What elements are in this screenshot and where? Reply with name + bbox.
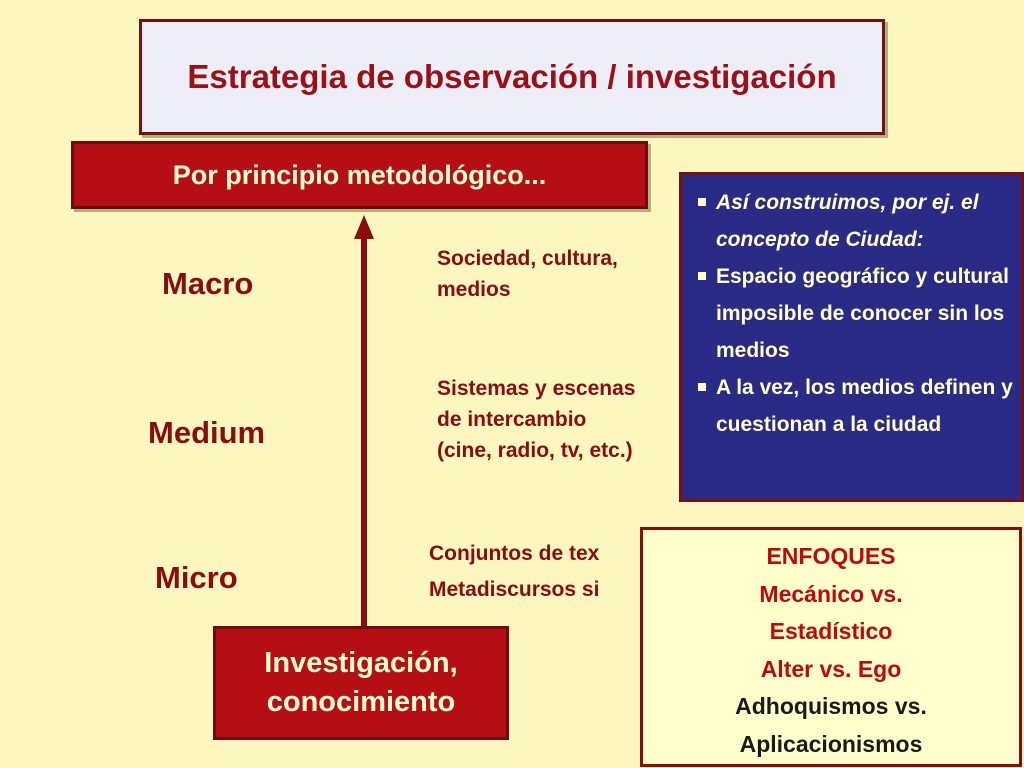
list-item-text: A la vez, los medios definen y cuestionan a la ciudad (716, 376, 1013, 436)
list-item-text: Espacio geográfico y cultural imposible de conocer sin los medios (716, 265, 1009, 362)
desc-medium-line: (cine, radio, tv, etc.) (437, 439, 633, 462)
focus-line: Estadístico (769, 618, 893, 644)
list-item (696, 369, 1013, 443)
city-concept-list (696, 184, 1013, 443)
principle-label: Por principio metodológico... (172, 159, 547, 190)
up-arrow-icon (345, 215, 385, 635)
level-medium: Medium (148, 415, 266, 450)
focus-line: Adhoquismos vs. (735, 693, 927, 719)
research-line: Investigación, (264, 647, 458, 679)
desc-medium (437, 373, 687, 466)
list-item (696, 184, 1013, 258)
list-item-text: Así construimos, por ej. el concepto de Ciudad: (716, 191, 979, 251)
list-item (696, 258, 1013, 369)
principle-box (71, 141, 648, 209)
desc-macro-line: Sociedad, cultura, (437, 247, 618, 270)
focus-line: Mecánico vs. (759, 580, 903, 607)
desc-medium-line: de intercambio (437, 408, 587, 431)
desc-macro (437, 243, 677, 305)
desc-medium-line: Sistemas y escenas (437, 377, 636, 400)
square-bullet-icon (698, 198, 706, 206)
level-macro: Macro (162, 266, 254, 301)
focus-line: Alter vs. Ego (760, 655, 902, 682)
desc-micro-line: Conjuntos de tex (429, 542, 600, 565)
slide-title: Estrategia de observación / investigación (187, 58, 837, 95)
focus-box (640, 527, 1022, 767)
research-line: conocimiento (266, 686, 456, 718)
focus-line: Aplicacionismos (739, 730, 923, 757)
desc-micro-line: Metadiscursos si (429, 578, 600, 601)
square-bullet-icon (698, 383, 706, 391)
city-concept-box (679, 172, 1024, 502)
research-box (213, 626, 509, 740)
square-bullet-icon (698, 272, 706, 280)
title-box (139, 19, 885, 135)
desc-macro-line: medios (437, 278, 511, 301)
focus-heading: ENFOQUES (766, 543, 896, 569)
level-micro: Micro (155, 560, 238, 595)
